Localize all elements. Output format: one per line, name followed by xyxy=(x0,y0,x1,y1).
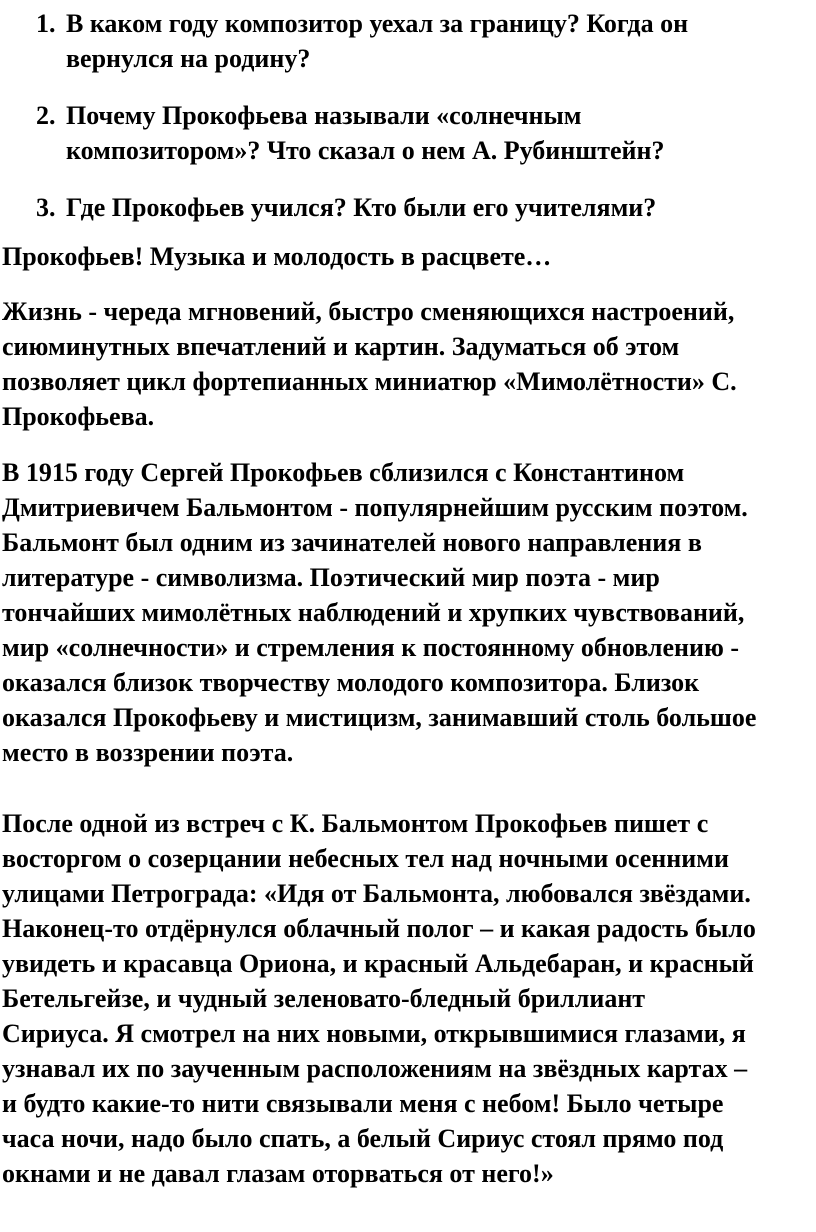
paragraph-line: узнавал их по заученным расположениям на звёздных картах – xyxy=(2,1054,748,1083)
paragraph-line: Сириуса. Я смотрел на них новыми, открывшимися глазами, я xyxy=(2,1019,746,1048)
paragraph-line: Наконец-то отдёрнулся облачный полог – и какая радость было xyxy=(2,914,756,943)
paragraph-line: Прокофьева. xyxy=(2,402,155,431)
paragraph-line: место в воззрении поэта. xyxy=(2,738,294,767)
question-text-line: В каком году композитор уехал за границу? Когда он xyxy=(66,9,689,38)
paragraph-line: окнами и не давал глазам оторваться от него!» xyxy=(2,1159,554,1188)
paragraph-1 xyxy=(2,294,814,434)
question-text-line: Где Прокофьев учился? Кто были его учителями? xyxy=(66,193,657,222)
question-number: 2. xyxy=(36,101,56,130)
paragraph-line: тончайших мимолётных наблюдений и хрупких чувствований, xyxy=(2,598,745,627)
paragraph-line: мир «солнечности» и стремления к постоянному обновлению - xyxy=(2,633,740,662)
paragraph-line: В 1915 году Сергей Прокофьев сблизился с Константином xyxy=(2,458,685,487)
paragraph-line: позволяет цикл фортепианных миниатюр «Мимолётности» С. xyxy=(2,367,737,396)
paragraph-line: улицами Петрограда: «Идя от Бальмонта, любовался звёздами. xyxy=(2,879,751,908)
question-item-3 xyxy=(0,190,816,225)
paragraph-line: часа ночи, надо было спать, а белый Сириус стоял прямо под xyxy=(2,1124,724,1153)
question-item-1 xyxy=(0,6,816,76)
paragraph-line: Жизнь - череда мгновений, быстро сменяющихся настроений, xyxy=(2,297,735,326)
question-list xyxy=(0,6,816,225)
paragraph-line: Дмитриевичем Бальмонтом - популярнейшим русским поэтом. xyxy=(2,493,748,522)
paragraph-line: После одной из встреч с К. Бальмонтом Прокофьев пишет с xyxy=(2,809,709,838)
question-text-line: вернулся на родину? xyxy=(66,44,311,73)
section-heading: Прокофьев! Музыка и молодость в расцвете… xyxy=(2,242,552,271)
paragraph-3 xyxy=(2,806,814,1191)
question-number: 3. xyxy=(36,193,56,222)
paragraph-line: и будто какие-то нити связывали меня с небом! Было четыре xyxy=(2,1089,724,1118)
paragraph-line: оказался близок творчеству молодого композитора. Близок xyxy=(2,668,700,697)
question-number: 1. xyxy=(36,9,56,38)
paragraph-2 xyxy=(2,455,814,770)
paragraph-line: Бальмонт был одним из зачинателей нового направления в xyxy=(2,528,702,557)
paragraph-line: восторгом о созерцании небесных тел над ночными осенними xyxy=(2,844,729,873)
question-text-line: композитором»? Что сказал о нем А. Рубинштейн? xyxy=(66,136,665,165)
paragraph-line: Бетельгейзе, и чудный зеленовато-бледный бриллиант xyxy=(2,984,646,1013)
paragraph-line: оказался Прокофьеву и мистицизм, занимавший столь большое xyxy=(2,703,757,732)
question-item-2 xyxy=(0,98,816,168)
paragraph-line: литературе - символизма. Поэтический мир поэта - мир xyxy=(2,563,660,592)
question-text-line: Почему Прокофьева называли «солнечным xyxy=(66,101,582,130)
paragraph-line: увидеть и красавца Ориона, и красный Альдебаран, и красный xyxy=(2,949,754,978)
paragraph-line: сиюминутных впечатлений и картин. Задуматься об этом xyxy=(2,332,680,361)
